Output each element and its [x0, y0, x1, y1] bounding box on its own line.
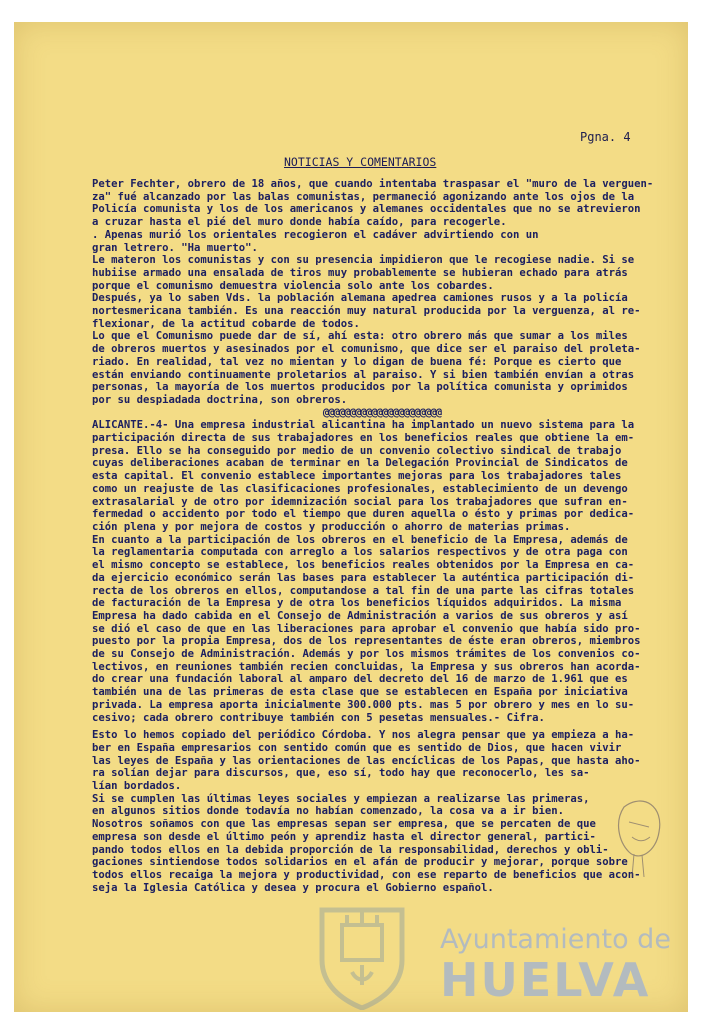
- text-line: fermedad o accidento por todo el tiempo que duren aquella o ésto y primas por dedica-: [92, 508, 635, 521]
- text-line: en algunos sitios donde todavía no habían comenzado, la cosa va a ir bien.: [92, 805, 564, 818]
- text-line: por su despiadada doctrina, son obreros.: [92, 393, 348, 406]
- text-line: En cuanto a la participación de los obreros en el beneficio de la Empresa, además de: [92, 533, 628, 546]
- text-line: @@@@@@@@@@@@@@@@@@@@@@: [322, 406, 442, 419]
- page-number: Pgna. 4: [580, 130, 631, 144]
- text-line: también una de las primeras de esta clase que se establecen en España por iniciativa: [92, 686, 628, 699]
- text-line: hubiise armado una ensalada de tiros muy probablemente se hubieran echado para atrás: [92, 266, 628, 279]
- text-line: personas, la mayoría de los muertos producidos por la política comunista y oprimidos: [92, 381, 628, 394]
- text-line: privada. La empresa aporta inicialmente 300.000 pts. mas 5 por obrero y mes en lo su-: [92, 698, 635, 711]
- text-line: de obreros muertos y asesinados por el comunismo, que dice ser el paraiso del proleta-: [92, 343, 641, 356]
- text-line: de su Consejo de Administración. Además y por los mismos trámites de los convenios co-: [92, 648, 641, 661]
- text-line: ción plena y por mejora de costos y producción o ahorro de materias primas.: [92, 520, 571, 533]
- text-line: riado. En realidad, tal vez no mientan y lo digan de buena fé: Porque es cierto que: [92, 355, 622, 368]
- text-line: pando todos ellos en la debida proporción de la responsabilidad, derechos y obli-: [92, 843, 609, 856]
- text-line: las leyes de España y las orientaciones de las encíclicas de los Papas, que hasta aho-: [92, 754, 641, 767]
- text-line: gran letrero. "Ha muerto".: [92, 241, 258, 254]
- text-line: esta capital. El convenio establece importantes mejoras para los trabajadores tales: [92, 470, 622, 483]
- text-line: recta de los obreros en ellos, computandose a tal fin de una parte las cifras totales: [92, 584, 635, 597]
- text-line: puesto por la propia Empresa, dos de los representantes de éste eran obreros, miembros: [92, 635, 641, 648]
- text-line: do crear una fundación laboral al amparo del decreto del 16 de marzo de 1.961 que es: [92, 673, 628, 686]
- text-line: están enviando continuamente proletarios al paraiso. Y si bien también envían a otras: [92, 368, 635, 381]
- text-line: como un reajuste de las clasificaciones profesionales, establecimiento de un devengo: [92, 482, 628, 495]
- text-line: Nosotros soñamos con que las empresas sepan ser empresa, que se percaten de que: [92, 818, 596, 831]
- text-line: seja la Iglesia Católica y desea y procura el Gobierno español.: [92, 881, 494, 894]
- article-body: [92, 178, 672, 894]
- text-line: . Apenas murió los orientales recogieron el cadáver advirtiendo con un: [92, 228, 539, 241]
- text-line: ber en España empresarios con sentido común que es sentido de Dios, que hacen vivir: [92, 741, 622, 754]
- page-title: NOTICIAS Y COMENTARIOS: [284, 155, 437, 169]
- text-line: Empresa ha dado cabida en el Consejo de Administración a varios de sus obreros y así: [92, 609, 628, 622]
- text-line: cesivo; cada obrero contribuye también con 5 pesetas mensuales.- Cifra.: [92, 711, 545, 724]
- text-line: za" fué alcanzado por las balas comunistas, permaneció agonizando ante los ojos de la: [92, 190, 635, 203]
- text-line: ra solían dejar para discursos, que, eso sí, todo hay que reconocerlo, les sa-: [92, 767, 590, 780]
- text-line: a cruzar hasta el pié del muro donde había caído, para recogerle.: [92, 216, 507, 229]
- text-line: se dió el caso de que en las liberaciones para aprobar el convenio que había sido pro-: [92, 622, 641, 635]
- text-line: Si se cumplen las últimas leyes sociales y empiezan a realizarse las primeras,: [92, 792, 590, 805]
- text-line: empresa son desde el último peón y aprendiz hasta el director general, partici-: [92, 830, 596, 843]
- text-line: el mismo concepto se establece, los beneficios reales obtenidos por la Empresa en ca-: [92, 559, 635, 572]
- text-line: la reglamentaria computada con arreglo a los salarios respectivos y de otra paga con: [92, 546, 628, 559]
- watermark-brand: [440, 925, 671, 1005]
- text-line: porque el comunismo demuestra violencia solo ante los cobardes.: [92, 279, 494, 292]
- text-line: nortesmericana también. Es una reacción muy natural producida por la verguenza, al re-: [92, 305, 641, 318]
- document-page: [14, 22, 688, 1012]
- text-line: da ejercicio económico serán las bases para establecer la auténtica participación di-: [92, 571, 635, 584]
- watermark-line1: Ayuntamiento de: [440, 924, 671, 955]
- text-line: ALICANTE.-4- Una empresa industrial alicantina ha implantado un nuevo sistema para la: [92, 419, 635, 432]
- text-line: Lo que el Comunismo puede dar de sí, ahí esta: otro obrero más que sumar a los miles: [92, 330, 628, 343]
- text-line: Esto lo hemos copiado del periódico Córdoba. Y nos alegra pensar que ya empieza a ha-: [92, 729, 635, 742]
- face-doodle-icon: [604, 792, 674, 882]
- text-line: Después, ya lo saben Vds. la población alemana apedrea camiones rusos y a la policía: [92, 292, 628, 305]
- watermark-line2: HUELVA: [440, 953, 651, 1007]
- text-line: presa. Ello se ha conseguido por medio de un convenio colectivo sindical de trabajo: [92, 444, 622, 457]
- text-line: Policía comunista y los de los americanos y alemanes occidentales que no se atrevieron: [92, 203, 641, 216]
- coat-of-arms-watermark-icon: [312, 900, 412, 1010]
- text-line: flexionar, de la actitud cobarde de todos.: [92, 317, 360, 330]
- text-line: Le materon los comunistas y con su presencia impidieron que le recogiese nadie. Si se: [92, 254, 635, 267]
- text-line: cuyas deliberaciones acaban de terminar en la Delegación Provincial de Sindicatos de: [92, 457, 628, 470]
- text-line: gaciones sintiendose todos solidarios en el afán de producir y mejorar, porque sobre: [92, 856, 628, 869]
- text-line: lectivos, en reuniones también recien concluidas, la Empresa y sus obreros han acorda-: [92, 660, 641, 673]
- text-line: de facturación de la Empresa y de otra los beneficios líquidos adquiridos. La misma: [92, 597, 622, 610]
- text-line: Peter Fechter, obrero de 18 años, que cuando intentaba traspasar el "muro de la verguen-: [92, 178, 654, 190]
- text-line: lían bordados.: [92, 780, 182, 793]
- text-line: extrasalarial y de otro por idemnización social para los trabajadores que sufran en-: [92, 495, 628, 508]
- text-line: todos ellos recaiga la mejora y productividad, con ese reparto de beneficios que acon-: [92, 868, 641, 881]
- text-line: participación directa de sus trabajadores en los beneficios reales que obtiene la em-: [92, 432, 635, 445]
